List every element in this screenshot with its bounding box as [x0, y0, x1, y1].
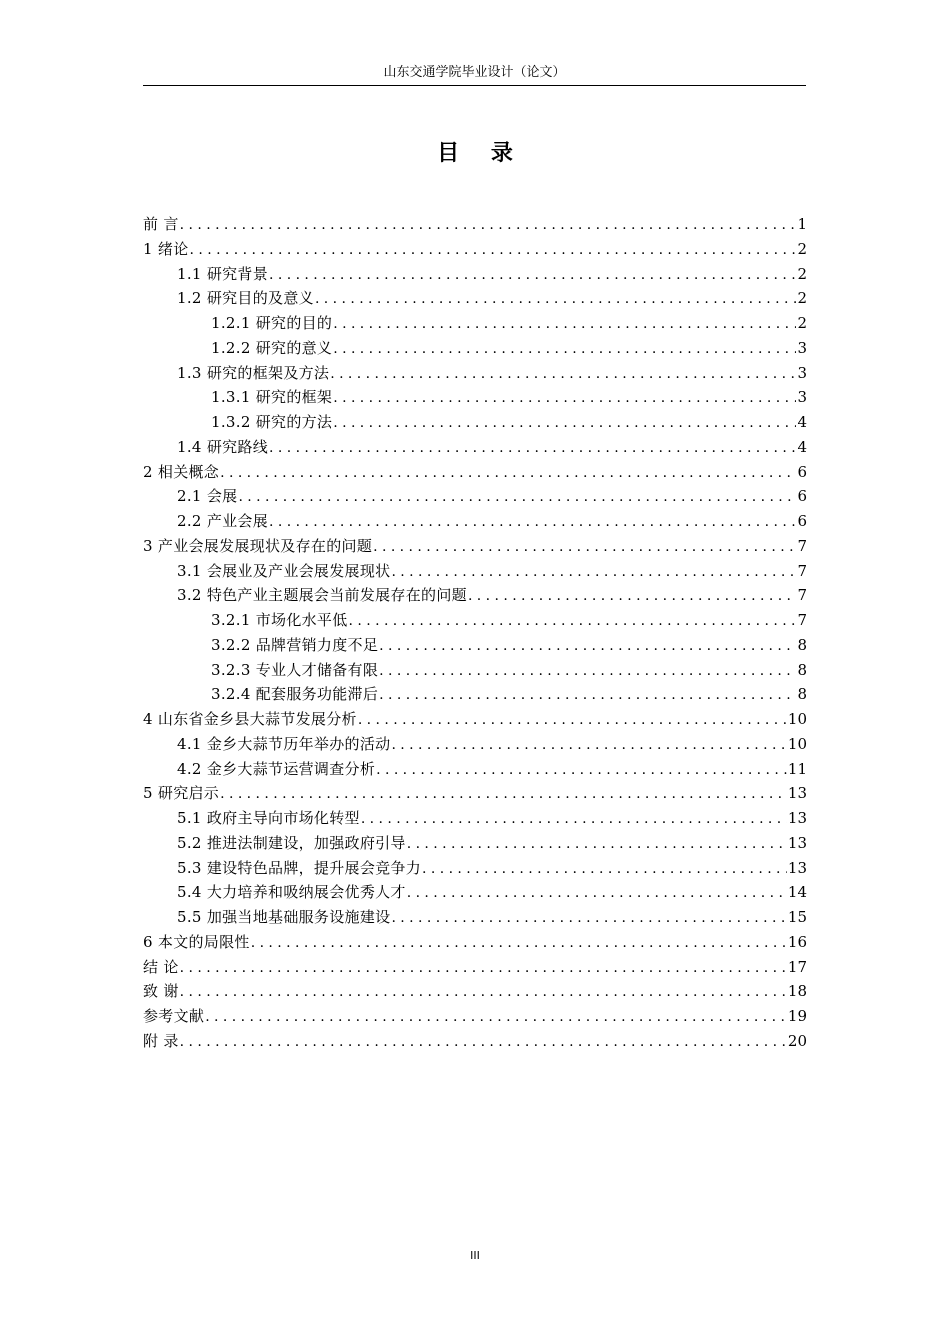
table-of-contents	[143, 212, 807, 1054]
toc-entry-page: 4	[797, 437, 807, 456]
toc-entry[interactable]	[143, 880, 807, 905]
toc-entry[interactable]	[143, 757, 807, 782]
toc-entry-label: 1.2 研究目的及意义	[177, 289, 314, 308]
toc-entry[interactable]	[143, 1029, 807, 1054]
toc-entry[interactable]	[143, 1004, 807, 1029]
toc-leader-dots	[315, 287, 797, 311]
toc-entry-label: 2 相关概念	[143, 462, 220, 481]
toc-entry-page: 20	[787, 1031, 807, 1050]
toc-leader-dots	[391, 906, 786, 930]
toc-entry[interactable]	[143, 905, 807, 930]
toc-entry[interactable]	[143, 583, 807, 608]
toc-entry-label: 致 谢	[143, 982, 179, 1001]
toc-entry[interactable]	[143, 955, 807, 980]
toc-entry[interactable]	[143, 806, 807, 831]
toc-leader-dots	[373, 535, 796, 559]
toc-entry-page: 6	[797, 487, 807, 506]
toc-entry-label: 3.2.4 配套服务功能滞后	[211, 685, 379, 704]
toc-entry-label: 1.2.2 研究的意义	[211, 338, 333, 357]
toc-entry-label: 2.2 产业会展	[177, 512, 269, 530]
toc-entry-label: 5.4 大力培养和吸纳展会优秀人才	[177, 883, 406, 902]
toc-entry[interactable]	[143, 930, 807, 955]
toc-entry-label: 4.2 金乡大蒜节运营调查分析	[177, 759, 376, 778]
toc-leader-dots	[269, 263, 796, 287]
toc-entry-page: 13	[787, 858, 807, 877]
toc-entry[interactable]	[143, 608, 807, 633]
toc-entry-label: 2.1 会展	[177, 487, 238, 506]
toc-entry-page: 2	[797, 289, 807, 308]
toc-entry[interactable]	[143, 311, 807, 336]
toc-entry-page: 16	[787, 932, 807, 951]
toc-entry[interactable]	[143, 732, 807, 757]
toc-entry-label: 参考文献	[143, 1007, 205, 1025]
toc-entry-label: 前 言	[143, 215, 179, 233]
toc-entry-page: 3	[797, 338, 807, 357]
toc-entry-page: 8	[797, 660, 807, 679]
toc-entry-label: 3.2.3 专业人才储备有限	[211, 660, 379, 679]
toc-entry-label: 3.2.1 市场化水平低	[211, 611, 348, 629]
toc-leader-dots	[333, 411, 796, 435]
toc-entry[interactable]	[143, 262, 807, 287]
toc-leader-dots	[349, 609, 797, 633]
toc-leader-dots	[407, 881, 787, 905]
toc-leader-dots	[468, 584, 797, 608]
toc-leader-dots	[361, 807, 787, 831]
page-title: 目 录	[437, 141, 525, 166]
toc-entry-label: 1.3.2 研究的方法	[211, 413, 333, 431]
toc-entry[interactable]	[143, 633, 807, 658]
toc-entry-label: 1.3.1 研究的框架	[211, 388, 333, 407]
page-header	[143, 63, 806, 86]
toc-leader-dots	[358, 708, 787, 732]
toc-entry-page: 8	[797, 635, 807, 654]
toc-entry-page: 4	[797, 413, 807, 431]
toc-entry[interactable]	[143, 435, 807, 460]
toc-leader-dots	[190, 238, 797, 262]
toc-leader-dots	[391, 733, 786, 757]
toc-entry[interactable]	[143, 237, 807, 262]
toc-entry-page: 2	[797, 239, 807, 258]
page-number: III	[470, 1249, 480, 1262]
toc-leader-dots	[407, 832, 787, 856]
toc-entry[interactable]	[143, 336, 807, 361]
toc-entry[interactable]	[143, 484, 807, 509]
header-text: 山东交通学院毕业设计（论文）	[383, 65, 566, 80]
toc-entry-page: 3	[797, 388, 807, 407]
toc-leader-dots	[391, 560, 796, 584]
toc-leader-dots	[180, 1030, 787, 1054]
toc-leader-dots	[379, 683, 796, 707]
toc-entry-label: 1 绪论	[143, 239, 189, 258]
toc-leader-dots	[269, 436, 796, 460]
toc-entry[interactable]	[143, 979, 807, 1004]
toc-entry-page: 11	[787, 759, 807, 778]
toc-entry[interactable]	[143, 361, 807, 386]
toc-entry[interactable]	[143, 385, 807, 410]
toc-entry-page: 13	[787, 833, 807, 852]
toc-leader-dots	[220, 461, 796, 485]
toc-entry-label: 3.2.2 品牌营销力度不足	[211, 635, 379, 654]
toc-entry-label: 1.4 研究路线	[177, 437, 269, 456]
toc-entry-page: 6	[797, 462, 807, 481]
toc-entry-page: 3	[797, 363, 807, 382]
toc-entry[interactable]	[143, 509, 807, 534]
toc-entry-page: 7	[797, 611, 807, 629]
toc-entry-page: 13	[787, 784, 807, 803]
toc-entry[interactable]	[143, 286, 807, 311]
toc-entry-page: 18	[787, 982, 807, 1001]
toc-entry-page: 6	[797, 512, 807, 530]
toc-entry-label: 5 研究启示	[143, 784, 220, 803]
toc-entry-label: 结 论	[143, 957, 179, 976]
toc-entry-label: 5.2 推进法制建设，加强政府引导	[177, 833, 406, 852]
toc-entry-label: 5.5 加强当地基础服务设施建设	[177, 908, 391, 926]
toc-entry[interactable]	[143, 682, 807, 707]
toc-leader-dots	[220, 782, 787, 806]
toc-entry-page: 2	[797, 264, 807, 283]
toc-entry-label: 3.1 会展业及产业会展发展现状	[177, 561, 391, 580]
toc-leader-dots	[333, 312, 796, 336]
toc-leader-dots	[376, 758, 787, 782]
toc-entry[interactable]	[143, 781, 807, 806]
toc-leader-dots	[333, 337, 796, 361]
toc-leader-dots	[379, 659, 796, 683]
toc-leader-dots	[238, 485, 796, 509]
toc-entry[interactable]	[143, 831, 807, 856]
toc-entry-page: 10	[787, 734, 807, 753]
toc-entry-page: 14	[787, 883, 807, 902]
toc-entry-label: 4 山东省金乡县大蒜节发展分析	[143, 710, 357, 728]
toc-entry-page: 10	[787, 710, 807, 728]
toc-leader-dots	[180, 980, 787, 1004]
toc-entry-label: 3 产业会展发展现状及存在的问题	[143, 536, 373, 555]
toc-leader-dots	[180, 956, 787, 980]
toc-entry-label: 3.2 特色产业主题展会当前发展存在的问题	[177, 586, 467, 605]
toc-leader-dots	[251, 931, 787, 955]
toc-entry[interactable]	[143, 212, 807, 237]
toc-entry-page: 7	[797, 586, 807, 605]
toc-entry-label: 5.3 建设特色品牌，提升展会竞争力	[177, 858, 422, 877]
toc-entry-label: 1.3 研究的框架及方法	[177, 363, 330, 382]
toc-entry-label: 5.1 政府主导向市场化转型	[177, 809, 360, 827]
toc-entry-page: 7	[797, 561, 807, 580]
toc-leader-dots	[333, 386, 796, 410]
toc-entry-page: 19	[787, 1007, 807, 1025]
toc-entry[interactable]	[143, 658, 807, 683]
toc-entry-page: 2	[797, 314, 807, 332]
toc-entry-label: 1.1 研究背景	[177, 264, 269, 283]
toc-entry[interactable]	[143, 534, 807, 559]
toc-entry[interactable]	[143, 559, 807, 584]
toc-entry-page: 17	[787, 957, 807, 976]
toc-leader-dots	[330, 362, 796, 386]
toc-leader-dots	[180, 213, 797, 237]
toc-entry-label: 4.1 金乡大蒜节历年举办的活动	[177, 734, 391, 753]
toc-entry[interactable]	[143, 460, 807, 485]
toc-leader-dots	[422, 857, 787, 881]
toc-entry-page: 8	[797, 685, 807, 704]
toc-entry-label: 附 录	[143, 1031, 179, 1050]
toc-entry[interactable]	[143, 707, 807, 732]
toc-entry[interactable]	[143, 856, 807, 881]
toc-entry[interactable]	[143, 410, 807, 435]
toc-leader-dots	[379, 634, 796, 658]
toc-leader-dots	[205, 1005, 787, 1029]
toc-leader-dots	[269, 510, 796, 534]
toc-entry-page: 7	[797, 536, 807, 555]
toc-entry-page: 13	[787, 809, 807, 827]
toc-entry-label: 6 本文的局限性	[143, 932, 250, 951]
toc-entry-page: 1	[797, 215, 807, 233]
toc-entry-label: 1.2.1 研究的目的	[211, 314, 333, 332]
toc-entry-page: 15	[787, 908, 807, 926]
